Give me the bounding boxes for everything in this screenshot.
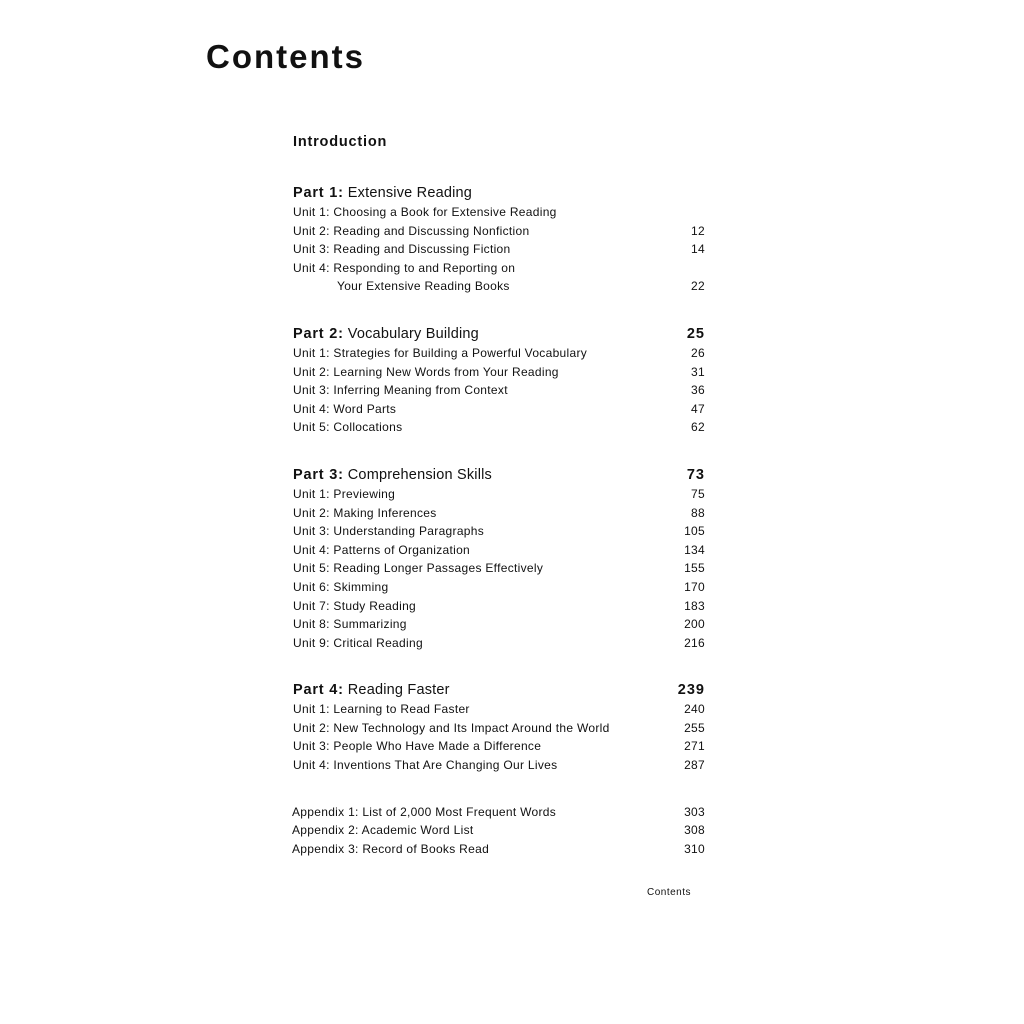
unit-page-number: 14 (691, 242, 705, 257)
part-page-number: 73 (686, 466, 705, 483)
part-title: Extensive Reading (347, 185, 473, 201)
unit-entry (293, 383, 705, 402)
unit-page-number: 216 (684, 635, 705, 650)
unit-title: Unit 1: Choosing a Book for Extensive Reading (293, 205, 557, 219)
part-label: Part 3: (293, 466, 344, 483)
unit-page-number: 105 (684, 524, 705, 539)
unit-page-number: 255 (684, 720, 705, 735)
unit-page-number: 26 (691, 345, 705, 360)
toc-parts (293, 185, 705, 777)
toc-part-2 (293, 326, 705, 439)
unit-title: Your Extensive Reading Books (337, 279, 510, 294)
part-heading-text (293, 326, 479, 342)
appendix-title: Appendix 1: List of 2,000 Most Frequent Words (292, 804, 557, 819)
appendix-title: Appendix 3: Record of Books Read (292, 841, 490, 856)
unit-entry (293, 224, 705, 243)
unit-title: Unit 3: Inferring Meaning from Context (293, 383, 508, 398)
unit-page-number: 62 (691, 420, 705, 435)
part-page-number: 239 (677, 682, 705, 699)
unit-title: Unit 2: Reading and Discussing Nonfiction (293, 223, 530, 238)
unit-page-number: 200 (684, 617, 705, 632)
unit-title: Unit 2: Learning New Words from Your Reading (293, 364, 559, 379)
toc-part-1 (293, 185, 705, 298)
unit-entry (293, 402, 705, 421)
unit-entry (293, 758, 705, 777)
unit-title: Unit 1: Strategies for Building a Powerful Vocabulary (293, 345, 588, 360)
part-title: Reading Faster (347, 682, 450, 699)
unit-title: Unit 1: Learning to Read Faster (293, 702, 470, 717)
unit-entry (293, 721, 705, 740)
introduction-heading: Introduction (293, 134, 388, 150)
unit-page-number: 170 (684, 579, 705, 594)
table-of-contents (293, 134, 705, 860)
unit-title: Unit 4: Word Parts (293, 401, 397, 416)
unit-page-number: 12 (691, 223, 705, 238)
appendix-entry (292, 823, 705, 842)
part-page-number: 25 (686, 325, 705, 342)
page-footer: Contents (647, 887, 692, 898)
part-label: Part 4: (293, 682, 344, 699)
part-title: Comprehension Skills (347, 466, 492, 483)
appendix-entry (292, 805, 705, 824)
unit-entry (293, 279, 705, 298)
unit-entry (293, 561, 705, 580)
unit-page-number: 134 (684, 542, 705, 557)
unit-entry (293, 487, 705, 506)
unit-entry (293, 242, 705, 261)
part-heading (293, 467, 705, 487)
unit-entry (293, 702, 705, 721)
unit-title: Unit 2: Making Inferences (293, 505, 437, 520)
unit-entry (293, 543, 705, 562)
unit-entry (293, 346, 705, 365)
part-heading (293, 682, 705, 702)
appendix-entry (292, 842, 705, 861)
unit-page-number: 88 (691, 505, 705, 520)
unit-page-number: 183 (684, 598, 705, 613)
unit-entry (293, 365, 705, 384)
unit-title: Unit 3: People Who Have Made a Difference (293, 739, 542, 754)
unit-title: Unit 2: New Technology and Its Impact Around the World (293, 720, 610, 735)
appendix-page-number: 308 (684, 823, 705, 838)
unit-entry (293, 420, 705, 439)
part-heading-text (293, 467, 492, 483)
appendix-page-number: 310 (684, 841, 705, 856)
unit-entry (293, 580, 705, 599)
unit-entry (293, 205, 705, 224)
toc-appendices (292, 805, 705, 861)
part-label: Part 1: (293, 185, 344, 201)
unit-title: Unit 6: Skimming (293, 579, 389, 594)
part-title: Vocabulary Building (347, 325, 479, 342)
unit-title: Unit 3: Understanding Paragraphs (293, 524, 485, 539)
unit-title: Unit 4: Patterns of Organization (293, 542, 471, 557)
toc-part-3 (293, 467, 705, 654)
unit-title: Unit 9: Critical Reading (293, 635, 423, 650)
part-heading-text (293, 185, 472, 201)
unit-title: Unit 7: Study Reading (293, 598, 417, 613)
page-title: Contents (206, 38, 365, 75)
part-heading-text (293, 682, 450, 698)
unit-entry (293, 261, 705, 280)
unit-title: Unit 5: Reading Longer Passages Effectively (293, 561, 544, 576)
unit-page-number: 287 (684, 758, 705, 773)
unit-page-number: 22 (691, 279, 705, 294)
unit-page-number: 47 (691, 401, 705, 416)
unit-entry (293, 739, 705, 758)
part-label: Part 2: (293, 325, 344, 342)
unit-title: Unit 8: Summarizing (293, 617, 407, 632)
unit-page-number: 271 (684, 739, 705, 754)
unit-title: Unit 4: Responding to and Reporting on (293, 260, 516, 275)
part-heading (293, 185, 705, 205)
unit-entry (293, 524, 705, 543)
unit-title: Unit 1: Previewing (293, 486, 396, 501)
unit-entry (293, 599, 705, 618)
part-heading (293, 326, 705, 346)
unit-page-number: 240 (684, 702, 705, 717)
unit-page-number: 75 (691, 486, 705, 501)
unit-page-number: 36 (691, 383, 705, 398)
unit-entry (293, 617, 705, 636)
unit-entry (293, 636, 705, 655)
unit-page-number: 155 (684, 561, 705, 576)
unit-title: Unit 5: Collocations (293, 420, 403, 435)
unit-page-number: 31 (691, 364, 705, 379)
unit-entry (293, 506, 705, 525)
unit-title: Unit 3: Reading and Discussing Fiction (293, 242, 511, 257)
unit-title: Unit 4: Inventions That Are Changing Our Lives (293, 758, 558, 773)
toc-part-4 (293, 682, 705, 776)
appendix-title: Appendix 2: Academic Word List (292, 823, 474, 838)
appendix-page-number: 303 (684, 804, 705, 819)
